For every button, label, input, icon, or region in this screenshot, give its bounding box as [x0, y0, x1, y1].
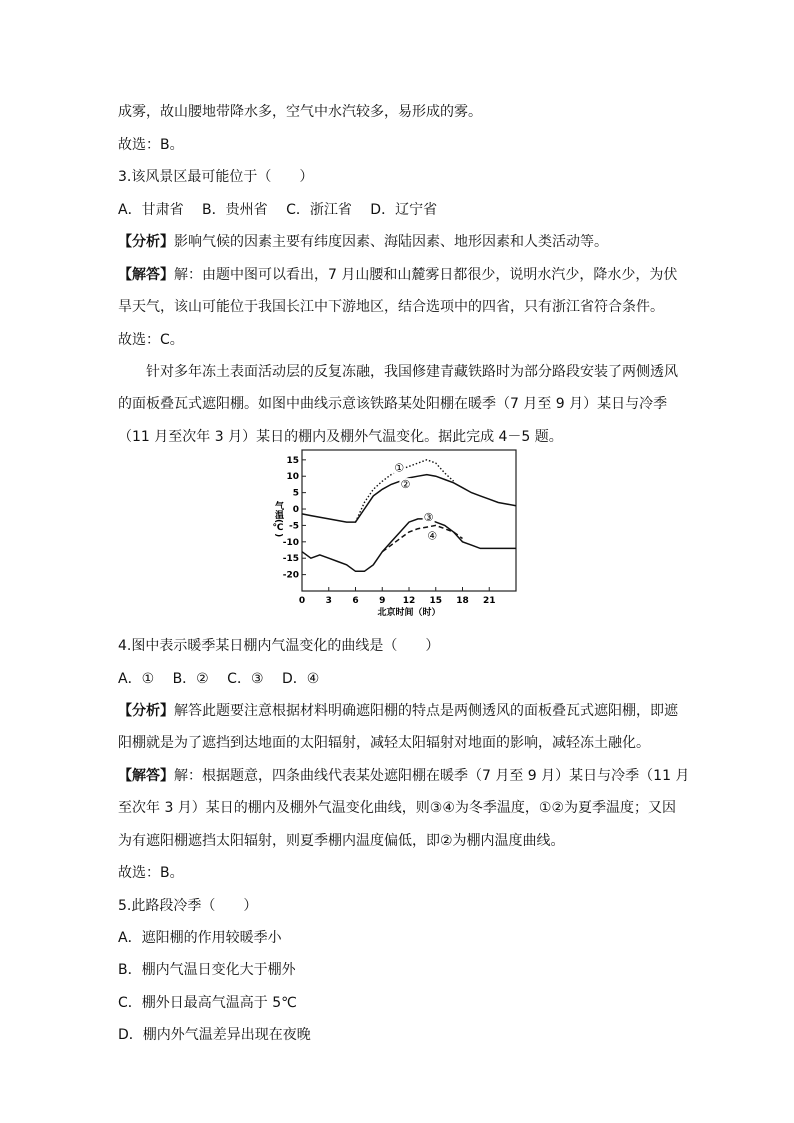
y-axis-label: 气温(℃) — [273, 501, 283, 538]
line-text: 5.此路段冷季（ ） — [118, 898, 258, 914]
line-text: 至次年 3 月）某日的棚内及棚外气温变化曲线，则③④为冬季温度，①②为夏季温度；又因 — [118, 800, 677, 816]
text-line — [118, 669, 319, 689]
curve-label: ④ — [427, 529, 438, 543]
line-text: 旱天气，该山可能位于我国长江中下游地区，结合选项中的四省，只有浙江省符合条件。 — [118, 299, 664, 315]
y-tick-label: -5 — [289, 521, 299, 532]
y-tick-label: 0 — [292, 505, 299, 516]
text-line — [118, 330, 184, 350]
line-text: 影响气候的因素主要有纬度因素、海陆因素、地形因素和人类活动等。 — [174, 234, 608, 250]
text-line — [118, 167, 313, 187]
y-tick-label: -15 — [282, 554, 299, 565]
chart-axes — [272, 450, 516, 616]
text-line — [118, 1025, 311, 1045]
line-text: A．① B．② C．③ D．④ — [118, 671, 320, 687]
text-line — [118, 798, 676, 818]
chart-series — [302, 460, 516, 572]
line-text: 解：由题中图可以看出，7 月山腰和山麓雾日都很少，说明水汽少，降水少，为伏 — [174, 267, 678, 283]
section-tag: 【解答】 — [118, 768, 174, 784]
curve-label: ① — [394, 461, 405, 475]
text-line — [118, 232, 608, 252]
x-tick-label: 12 — [402, 596, 416, 606]
line-text: 3.该风景区最可能位于（ ） — [118, 169, 314, 185]
line-text: 故选：C。 — [118, 332, 184, 348]
line-text: 的面板叠瓦式遮阳棚。如图中曲线示意该铁路某处阳棚在暖季（7 月至 9 月）某日与冷季 — [118, 396, 668, 412]
y-tick-label: 15 — [286, 455, 299, 466]
text-line — [118, 863, 184, 883]
text-line — [118, 993, 297, 1013]
line-text: 4.图中表示暖季某日棚内气温变化的曲线是（ ） — [118, 638, 440, 654]
text-line — [118, 135, 184, 155]
curve-label: ③ — [423, 511, 434, 525]
section-tag: 【分析】 — [118, 234, 174, 250]
text-line — [118, 297, 664, 317]
text-line — [118, 928, 282, 948]
y-tick-label: 5 — [292, 488, 299, 499]
text-line — [118, 265, 677, 285]
line-text: 针对多年冻土表面活动层的反复冻融，我国修建青藏铁路时为部分路段安装了两侧透风 — [146, 364, 678, 380]
text-line — [118, 427, 563, 447]
x-tick-label: 3 — [325, 596, 332, 606]
x-tick-label: 6 — [352, 596, 359, 606]
text-line — [118, 960, 296, 980]
temperature-chart — [266, 446, 518, 616]
x-tick-label: 15 — [429, 596, 443, 606]
series-line-3 — [302, 519, 516, 571]
x-tick-label: 18 — [456, 596, 469, 606]
x-tick-label: 9 — [379, 596, 386, 606]
text-line — [146, 362, 678, 382]
y-tick-label: -10 — [282, 537, 299, 548]
line-text: 成雾，故山腰地带降水多，空气中水汽较多，易形成的雾。 — [118, 104, 482, 120]
line-text: 故选：B。 — [118, 137, 184, 153]
y-tick-label: 10 — [286, 472, 299, 483]
line-text: C．棚外日最高气温高于 5℃ — [118, 995, 297, 1011]
line-text: 阳棚就是为了遮挡到达地面的太阳辐射，减轻太阳辐射对地面的影响，减轻冻土融化。 — [118, 735, 650, 751]
text-line — [118, 394, 667, 414]
line-text: （11 月至次年 3 月）某日的棚内及棚外气温变化。据此完成 4－5 题。 — [118, 429, 563, 445]
line-text: 解：根据题意，四条曲线代表某处遮阳棚在暖季（7 月至 9 月）某日与冷季（11 月 — [174, 768, 690, 784]
curve-label: ② — [400, 478, 411, 492]
line-text: B．棚内气温日变化大于棚外 — [118, 962, 296, 978]
x-tick-label: 0 — [298, 596, 306, 606]
text-line — [118, 636, 439, 656]
section-tag: 【分析】 — [118, 703, 174, 719]
line-text: 为有遮阳棚遮挡太阳辐射，则夏季棚内温度偏低，即②为棚内温度曲线。 — [118, 833, 565, 849]
line-text: A．遮阳棚的作用较暖季小 — [118, 930, 282, 946]
text-line — [118, 766, 689, 786]
text-line — [118, 102, 482, 122]
line-text: 故选：B。 — [118, 865, 184, 881]
text-line — [118, 701, 678, 721]
x-tick-label: 21 — [482, 596, 496, 606]
chart-labels — [393, 462, 438, 543]
line-text: D．棚内外气温差异出现在夜晚 — [118, 1027, 311, 1043]
text-line — [118, 896, 257, 916]
text-line — [118, 200, 437, 220]
text-line — [118, 831, 565, 851]
line-text: 解答此题要注意根据材料明确遮阳棚的特点是两侧透风的面板叠瓦式遮阳棚，即遮 — [174, 703, 678, 719]
line-text: A．甘肃省 B．贵州省 C．浙江省 D．辽宁省 — [118, 202, 438, 218]
x-axis-label: 北京时间（时） — [377, 608, 441, 616]
y-tick-label: -20 — [282, 570, 299, 581]
section-tag: 【解答】 — [118, 267, 174, 283]
text-line — [118, 733, 650, 753]
